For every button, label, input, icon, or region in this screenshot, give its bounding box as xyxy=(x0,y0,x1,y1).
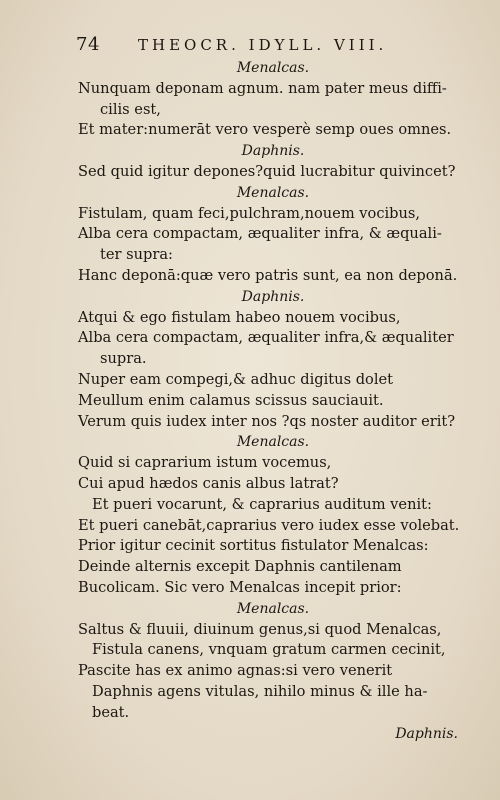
verse-line: Bucolicam. Sic vero Menalcas incepit prior: xyxy=(78,578,402,596)
speaker-heading: Menalcas. xyxy=(236,60,310,76)
verse-continuation: ter supra: xyxy=(100,246,173,264)
verse-line: Hanc deponā:quæ vero patris sunt, ea non deponā. xyxy=(78,266,458,284)
verse-line: Quid si caprarium istum vocemus, xyxy=(78,454,332,472)
verse-continuation: supra. xyxy=(100,350,147,368)
verse-line: Meullum enim calamus scissus sauciauit. xyxy=(78,391,384,409)
verse-line: Et mater:numerāt vero vesperè semp oues omnes. xyxy=(78,121,452,139)
verse-line: Sed quid igitur depones?quid lucrabitur quivincet? xyxy=(78,162,456,180)
verse-line: Alba cera compactam, æqualiter infra, & æquali- xyxy=(78,225,442,243)
verse-line: Alba cera compactam, æqualiter infra,& æqualiter xyxy=(78,329,454,347)
text-block xyxy=(78,58,468,744)
page-header xyxy=(76,34,466,56)
verse-line: Nuper eam compegi,& adhuc digitus dolet xyxy=(78,370,393,388)
running-head: THEOCR. IDYLL. VIII. xyxy=(138,36,388,54)
speaker-heading: Menalcas. xyxy=(236,600,310,617)
verse-line-indented: Et pueri vocarunt, & caprarius auditum venit: xyxy=(92,495,432,513)
verse-line-indented: Daphnis agens vitulas, nihilo minus & ille ha- xyxy=(92,682,428,700)
catchword: Daphnis. xyxy=(395,725,458,742)
speaker-heading: Daphnis. xyxy=(241,288,305,305)
verse-line: Saltus & fluuii, diuinum genus,si quod Menalcas, xyxy=(78,620,442,638)
verse-line: Atqui & ego fistulam habeo nouem vocibus, xyxy=(78,308,401,326)
speaker-heading: Daphnis. xyxy=(241,143,305,160)
verse-line: Et pueri canebāt,caprarius vero iudex esse volebat. xyxy=(78,516,460,534)
verse-line: Pascite has ex animo agnas:si vero venerit xyxy=(78,662,393,680)
verse-line: Nunquam deponam agnum. nam pater meus diffi- xyxy=(78,79,447,97)
verse-line-indented: Fistula canens, vnquam gratum carmen cecinit, xyxy=(92,641,446,659)
verse-line: Verum quis iudex inter nos ?qs noster auditor erit? xyxy=(78,412,456,430)
verse-line: Deinde alternis excepit Daphnis cantilenam xyxy=(78,558,402,576)
page-number: 74 xyxy=(76,34,100,55)
verse-continuation: cilis est, xyxy=(100,100,161,118)
verse-continuation: beat. xyxy=(92,703,130,721)
verse-line: Prior igitur cecinit sortitus fistulator Menalcas: xyxy=(78,537,429,555)
verse-line: Cui apud hædos canis albus latrat? xyxy=(78,474,339,492)
speaker-heading: Menalcas. xyxy=(236,434,310,451)
verse-line: Fistulam, quam feci,pulchram,nouem vocibus, xyxy=(78,204,421,222)
speaker-heading: Menalcas. xyxy=(236,184,310,201)
